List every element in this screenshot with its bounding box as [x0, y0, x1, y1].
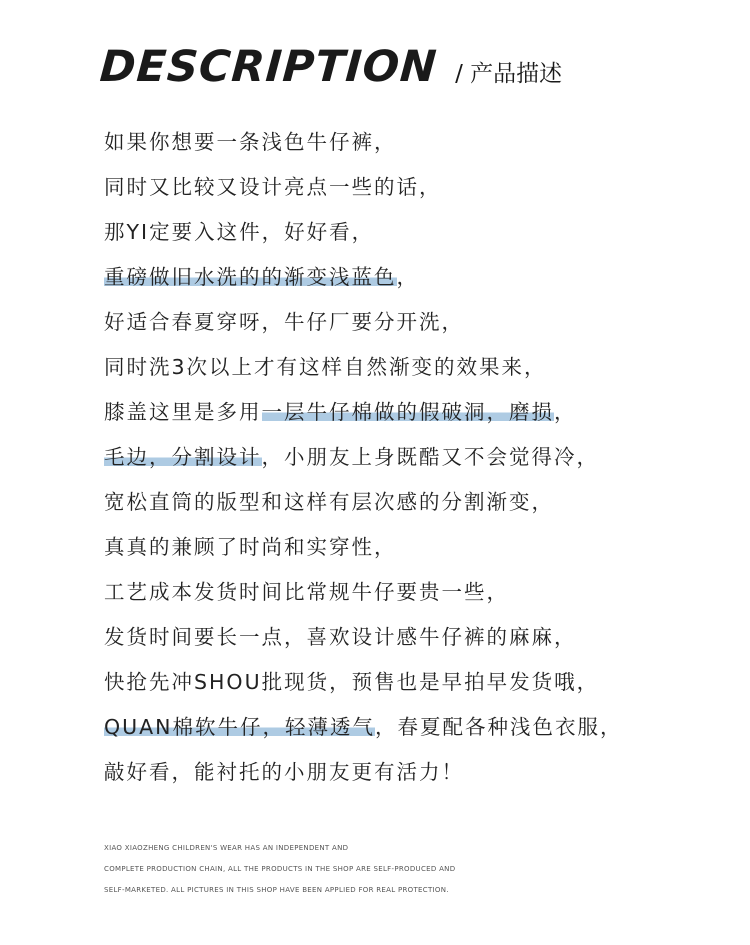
- description-text: 工艺成本发货时间比常规牛仔要贵一些，: [104, 580, 509, 604]
- description-body: [104, 120, 744, 795]
- description-line: [104, 435, 744, 480]
- description-line: [104, 705, 744, 750]
- description-line: [104, 480, 744, 525]
- description-line: [104, 345, 744, 390]
- footer-line: SELF-MARKETED. ALL PICTURES IN THIS SHOP HAVE BEEN APPLIED FOR REAL PROTECTION.: [104, 886, 449, 894]
- footer-line: XIAO XIAOZHENG CHILDREN'S WEAR HAS AN INDEPENDENT AND: [104, 844, 349, 852]
- description-text: 快抢先冲SHOU批现货，预售也是早拍早发货哦，: [104, 670, 600, 694]
- highlighted-text: 重磅做旧水洗的的渐变浅蓝色: [104, 265, 397, 289]
- description-text: 宽松直筒的版型和这样有层次感的分割渐变，: [104, 490, 554, 514]
- description-line: [104, 660, 744, 705]
- description-line: [104, 300, 744, 345]
- page-subtitle: / 产品描述: [455, 61, 563, 87]
- description-text: 同时洗3次以上才有这样自然渐变的效果来，: [104, 355, 547, 379]
- highlighted-text: QUAN棉软牛仔，轻薄透气: [104, 715, 375, 739]
- footer-notice: [104, 838, 664, 901]
- description-text: 好适合春夏穿呀，牛仔厂要分开洗，: [104, 310, 464, 334]
- description-text: 如果你想要一条浅色牛仔裤，: [104, 130, 397, 154]
- description-text: 发货时间要长一点，喜欢设计感牛仔裤的麻麻，: [104, 625, 577, 649]
- description-line: [104, 570, 744, 615]
- description-text: 同时又比较又设计亮点一些的话，: [104, 175, 442, 199]
- highlighted-text: 毛边，分割设计: [104, 445, 262, 469]
- description-text: 真真的兼顾了时尚和实穿性，: [104, 535, 397, 559]
- description-text: ，: [396, 265, 419, 289]
- description-line: [104, 120, 744, 165]
- description-line: [104, 750, 744, 795]
- highlighted-text: 一层牛仔棉做的假破洞，磨损: [261, 400, 554, 424]
- page-title: DESCRIPTION: [98, 42, 439, 92]
- page-header: [100, 42, 562, 92]
- description-line: [104, 615, 744, 660]
- description-line: [104, 210, 744, 255]
- description-text: 敲好看，能衬托的小朋友更有活力！: [104, 760, 464, 784]
- description-text: 膝盖这里是多用: [104, 400, 262, 424]
- description-text: 那YI定要入这件，好好看，: [104, 220, 375, 244]
- description-line: [104, 255, 744, 300]
- description-text: ，: [554, 400, 577, 424]
- description-text: ，小朋友上身既酷又不会觉得冷，: [261, 445, 599, 469]
- description-line: [104, 390, 744, 435]
- footer-line: COMPLETE PRODUCTION CHAIN, ALL THE PRODUCTS IN THE SHOP ARE SELF-PRODUCED AND: [104, 865, 456, 873]
- description-line: [104, 165, 744, 210]
- description-text: ，春夏配各种浅色衣服，: [375, 715, 623, 739]
- description-line: [104, 525, 744, 570]
